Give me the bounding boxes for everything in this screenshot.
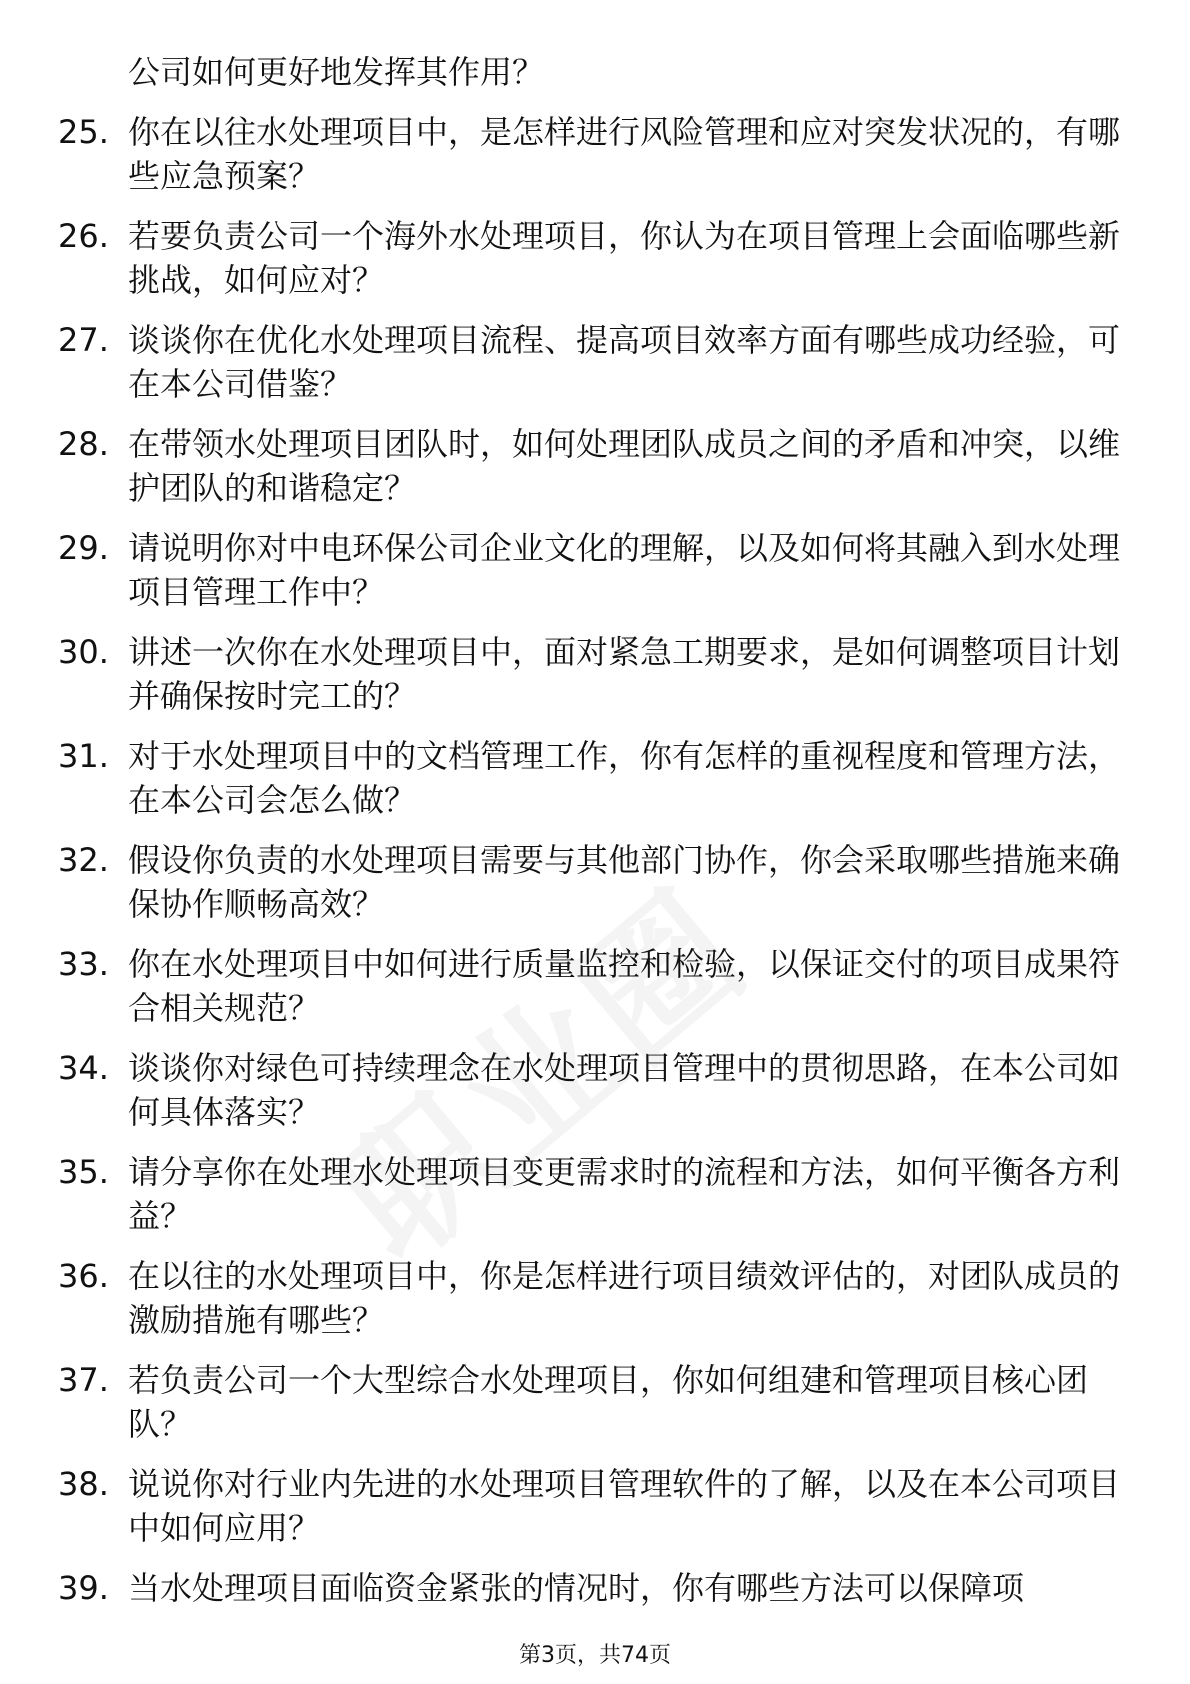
question-text: 当水处理项目面临资金紧张的情况时，你有哪些方法可以保障项 bbox=[128, 1569, 1025, 1607]
question-item bbox=[58, 214, 1138, 318]
question-number: 32. bbox=[58, 841, 109, 879]
question-number: 33. bbox=[58, 945, 109, 983]
question-text: 你在以往水处理项目中，是怎样进行风险管理和应对突发状况的，有哪些应急预案？ bbox=[128, 113, 1121, 195]
question-number: 39. bbox=[58, 1569, 109, 1607]
question-text: 请分享你在处理水处理项目变更需求时的流程和方法，如何平衡各方利益？ bbox=[128, 1153, 1121, 1235]
question-item bbox=[58, 318, 1138, 422]
question-number: 27. bbox=[58, 321, 109, 359]
question-text: 谈谈你对绿色可持续理念在水处理项目管理中的贯彻思路，在本公司如何具体落实？ bbox=[128, 1049, 1121, 1131]
question-text: 请说明你对中电环保公司企业文化的理解，以及如何将其融入到水处理项目管理工作中？ bbox=[128, 529, 1121, 611]
page-footer-pagination: 第3页，共74页 bbox=[519, 1643, 671, 1668]
question-number: 28. bbox=[58, 425, 109, 463]
question-number: 38. bbox=[58, 1465, 109, 1503]
question-number: 31. bbox=[58, 737, 109, 775]
question-text: 说说你对行业内先进的水处理项目管理软件的了解，以及在本公司项目中如何应用？ bbox=[128, 1465, 1121, 1547]
question-item bbox=[58, 1254, 1138, 1358]
question-number: 26. bbox=[58, 217, 109, 255]
question-item bbox=[58, 1462, 1138, 1566]
question-number: 36. bbox=[58, 1257, 109, 1295]
question-text: 若要负责公司一个海外水处理项目，你认为在项目管理上会面临哪些新挑战，如何应对？ bbox=[128, 217, 1121, 299]
question-text: 讲述一次你在水处理项目中，面对紧急工期要求，是如何调整项目计划并确保按时完工的？ bbox=[128, 633, 1121, 715]
question-item bbox=[58, 734, 1138, 838]
question-item bbox=[58, 110, 1138, 214]
question-item bbox=[58, 1150, 1138, 1254]
question-number: 34. bbox=[58, 1049, 109, 1087]
question-text: 在带领水处理项目团队时，如何处理团队成员之间的矛盾和冲突，以维护团队的和谐稳定？ bbox=[128, 425, 1121, 507]
question-number: 35. bbox=[58, 1153, 109, 1191]
question-list bbox=[58, 110, 1138, 1670]
question-item bbox=[58, 942, 1138, 1046]
question-text: 在以往的水处理项目中，你是怎样进行项目绩效评估的，对团队成员的激励措施有哪些？ bbox=[128, 1257, 1121, 1339]
question-item bbox=[58, 1358, 1138, 1462]
question-item bbox=[58, 1046, 1138, 1150]
question-text: 你在水处理项目中如何进行质量监控和检验，以保证交付的项目成果符合相关规范？ bbox=[128, 945, 1121, 1027]
question-text: 若负责公司一个大型综合水处理项目，你如何组建和管理项目核心团队？ bbox=[128, 1361, 1089, 1443]
question-number: 29. bbox=[58, 529, 109, 567]
question-item bbox=[58, 526, 1138, 630]
question-text: 谈谈你在优化水处理项目流程、提高项目效率方面有哪些成功经验，可在本公司借鉴？ bbox=[128, 321, 1121, 403]
question-number: 30. bbox=[58, 633, 109, 671]
question-number: 37. bbox=[58, 1361, 109, 1399]
question-item bbox=[58, 838, 1138, 942]
question-text: 对于水处理项目中的文档管理工作，你有怎样的重视程度和管理方法，在本公司会怎么做？ bbox=[128, 737, 1121, 819]
question-text: 假设你负责的水处理项目需要与其他部门协作，你会采取哪些措施来确保协作顺畅高效？ bbox=[128, 841, 1121, 923]
question-number: 25. bbox=[58, 113, 109, 151]
question-item bbox=[58, 422, 1138, 526]
question-item bbox=[58, 630, 1138, 734]
question-continuation-text: 公司如何更好地发挥其作用？ bbox=[128, 53, 545, 91]
